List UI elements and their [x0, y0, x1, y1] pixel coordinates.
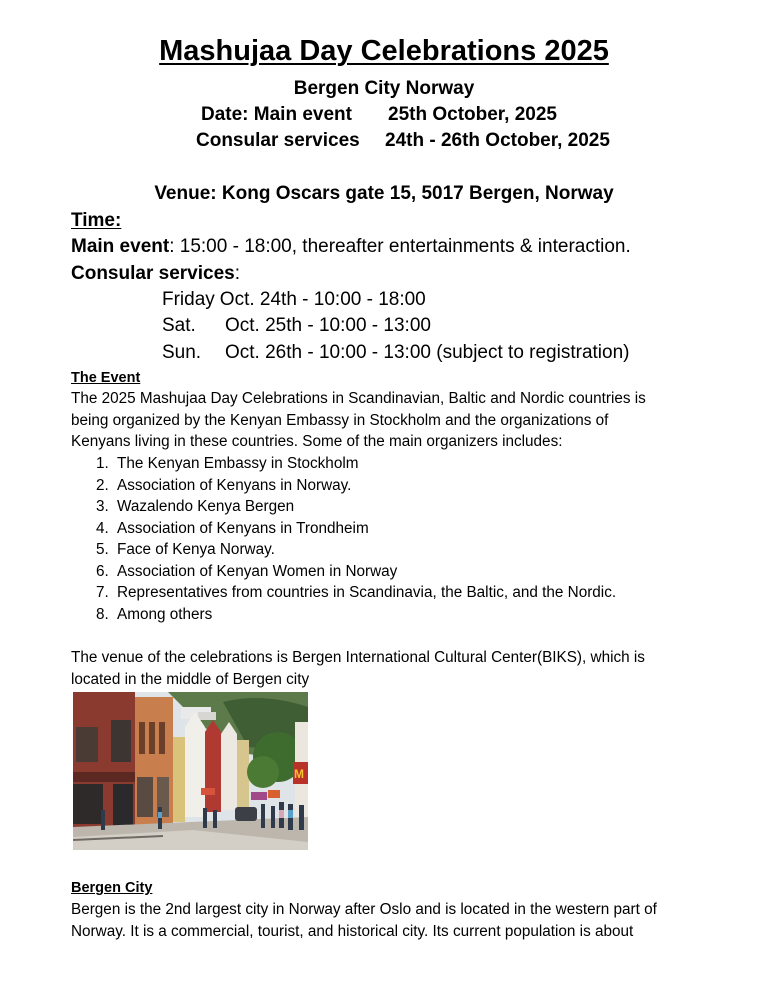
consular-services-label: Consular services [71, 263, 235, 284]
list-number: 3. [96, 498, 109, 515]
organizer-list-item [96, 475, 351, 497]
organizer-list-item [96, 518, 369, 540]
schedule-day: Sat. [162, 315, 196, 336]
time-heading: Time: [71, 210, 122, 231]
event-paragraph-line: Kenyans living in these countries. Some of the main organizers includes: [71, 433, 563, 450]
list-number: 2. [96, 476, 109, 494]
main-event-time [71, 235, 631, 259]
schedule-row [162, 341, 629, 365]
list-text: Among others [117, 605, 213, 623]
event-paragraph-line: The 2025 Mashujaa Day Celebrations in Scandinavian, Baltic and Nordic countries is [71, 390, 646, 407]
list-text: Representatives from countries in Scandinavia, the Baltic, and the Nordic. [117, 584, 617, 601]
list-number: 7. [96, 584, 109, 601]
consular-services-time [71, 262, 240, 286]
organizer-list-item [96, 582, 616, 604]
main-event-label: Main event [71, 236, 170, 257]
organizer-list-item [96, 561, 397, 583]
venue-address: Venue: Kong Oscars gate 15, 5017 Bergen, Norway [154, 183, 614, 204]
date-consular-value: 24th - 26th October, 2025 [385, 130, 610, 151]
store-sign-text: M [294, 767, 304, 781]
schedule-row [162, 288, 426, 312]
document-title: Mashujaa Day Celebrations 2025 [159, 35, 609, 67]
organizer-list-item [96, 539, 275, 561]
schedule-text: Oct. 25th - 10:00 - 13:00 [225, 315, 431, 336]
list-text: Wazalendo Kenya Bergen [117, 498, 295, 515]
list-text: Association of Kenyan Women in Norway [117, 562, 398, 580]
schedule-day: Friday [162, 289, 215, 310]
main-event-time-text: : 15:00 - 18:00, thereafter entertainments & interaction. [169, 236, 631, 257]
organizer-list-item [96, 496, 294, 518]
list-text: Association of Kenyans in Norway. [117, 476, 352, 494]
list-number: 8. [96, 605, 109, 623]
street-scene-illustration [73, 692, 308, 850]
list-number: 5. [96, 541, 109, 558]
list-number: 4. [96, 519, 109, 537]
date-consular-label: Consular services [196, 130, 360, 151]
date-main-event-label: Date: Main event [201, 104, 352, 125]
list-number: 1. [96, 455, 109, 472]
bergen-street-photo [73, 692, 308, 850]
organizer-list-item [96, 453, 358, 475]
bergen-paragraph-line: Norway. It is a commercial, tourist, and historical city. Its current population is about [71, 922, 634, 940]
list-text: Association of Kenyans in Trondheim [117, 519, 369, 537]
document-subtitle: Bergen City Norway [293, 78, 475, 99]
venue-paragraph-line: The venue of the celebrations is Bergen International Cultural Center(BIKS), which is [71, 649, 645, 666]
schedule-day: Sun. [162, 342, 202, 363]
venue-paragraph-line: located in the middle of Bergen city [71, 670, 310, 688]
schedule-row [162, 314, 431, 338]
schedule-text: Oct. 24th - 10:00 - 18:00 [219, 289, 426, 310]
event-section-heading: The Event [71, 370, 141, 386]
bergen-paragraph-line: Bergen is the 2nd largest city in Norway after Oslo and is located in the western part of [71, 901, 657, 918]
organizer-list-item [96, 604, 212, 626]
bergen-section-heading: Bergen City [71, 880, 153, 896]
date-main-event-value: 25th October, 2025 [388, 104, 557, 125]
list-text: Face of Kenya Norway. [117, 541, 275, 558]
consular-colon: : [234, 263, 240, 284]
list-number: 6. [96, 562, 109, 580]
event-paragraph-line: being organized by the Kenyan Embassy in Stockholm and the organizations of [71, 411, 609, 429]
schedule-text: Oct. 26th - 10:00 - 13:00 (subject to registration) [225, 342, 630, 363]
list-text: The Kenyan Embassy in Stockholm [117, 455, 359, 472]
